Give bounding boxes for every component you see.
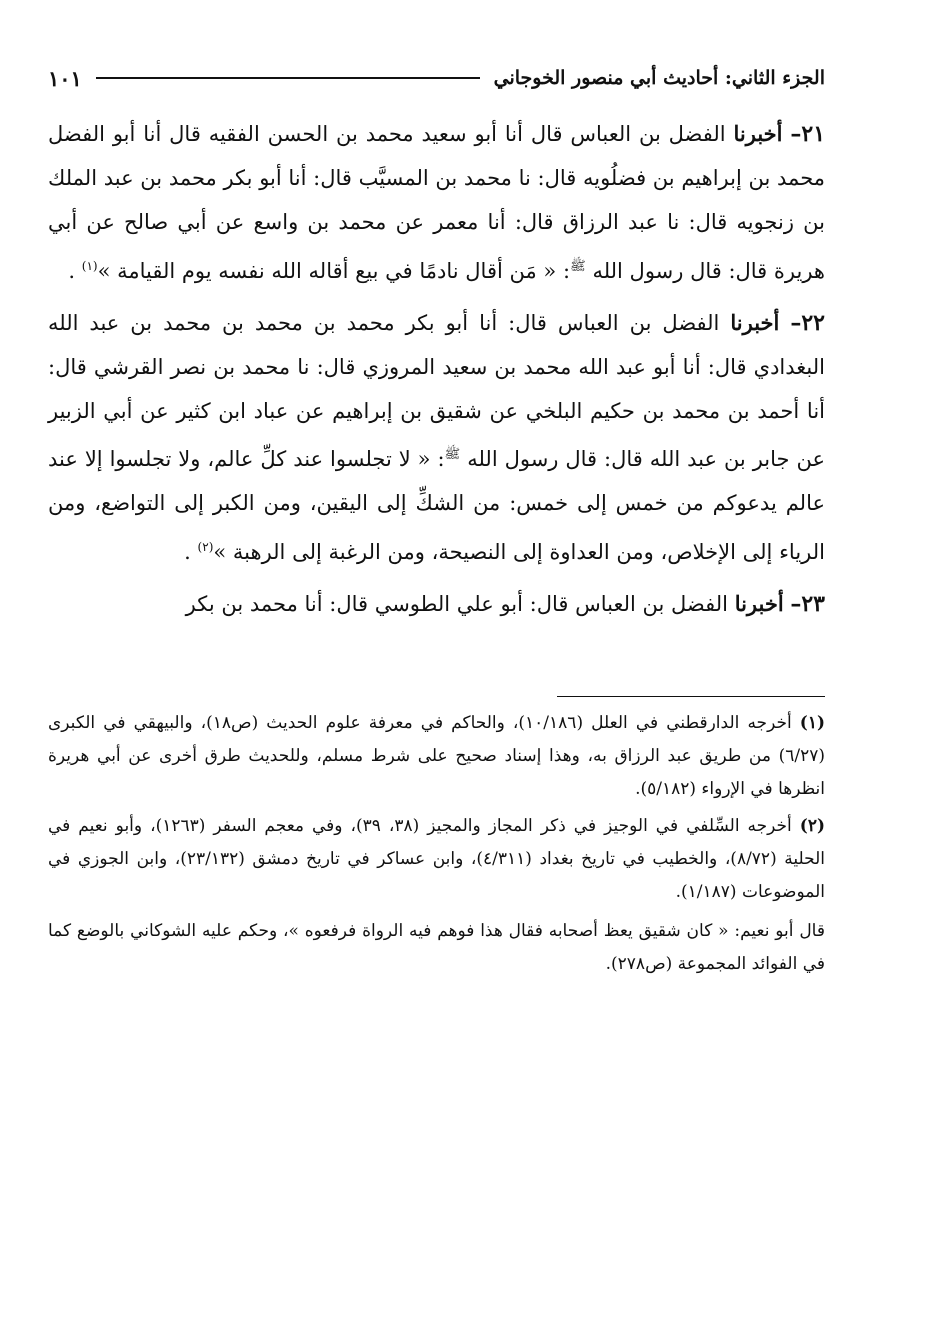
hadith-text: الفضل بن العباس قال: أنا أبو بكر محمد بن محمد بن محمد بن عبد الله البغدادي قال: أنا أبو عبد الله محمد بن سعيد المروزي قال: نا محمد بن نصر القرشي قال: أنا أحمد بن محمد بن حكيم البلخي عن شقيق بن إبراهيم عن عباد ابن كثير عن أبي الزبير عن جابر بن عبد الله قال: قال رسول الله — [48, 311, 825, 471]
hadith-quote: : « لا تجلسوا عند كلِّ عالم، ولا تجلسوا إلا عند عالم يدعوكم من خمس إلى خمس: من الشكِّ إلى اليقين، ومن الكبر إلى التواضع، ومن الرياء إلى الإخلاص، ومن العداوة إلى النصيحة، ومن الرغبة إلى الرهبة » — [48, 447, 825, 564]
hadith-text: الفضل بن العباس قال أنا أبو سعيد محمد بن الحسن الفقيه قال أنا أبو الفضل محمد بن إبراهيم بن فضلُويه قال: نا محمد بن المسيَّب قال: أنا أبو بكر محمد بن عبد الملك بن زنجويه قال: نا عبد الرزاق قال: أنا معمر عن محمد بن واسع عن أبي صالح عن أبي هريرة قال: قال رسول الله — [48, 122, 825, 283]
footnote-number: (١) — [799, 713, 826, 733]
footnote-2-continuation: قال أبو نعيم: « كان شقيق يعظ أصحابه فقال هذا فوهم فيه الرواة فرفعوه »، وحكم عليه الشوكاني بالوضع كما في الفوائد المجموعة (ص٢٧٨). — [48, 921, 825, 974]
hadith-quote: : « مَن أقال نادمًا في بيع أقاله الله نفسه يوم القيامة » — [97, 259, 571, 283]
footnote-text: أخرجه الدارقطني في العلل (١٠/١٨٦)، والحاكم في معرفة علوم الحديث (ص١٨)، والبيهقي في الكبرى (٦/٢٧) من طريق عبد الرزاق به، وهذا إسناد صحيح على شرط مسلم، وللحديث طرق أخرى عن أبي هريرة انظرها في الإرواء (٥/١٨٢). — [48, 713, 825, 799]
hadith-number: ٢٣– — [790, 591, 825, 617]
hadith-lead: أخبرنا — [730, 310, 780, 335]
page-number: ١٠١ — [48, 65, 82, 91]
hadith-text: الفضل بن العباس قال: أبو علي الطوسي قال: أنا محمد بن بكر — [185, 592, 728, 616]
hadith-21 — [48, 112, 825, 293]
running-title: الجزء الثاني: أحاديث أبي منصور الخوجاني — [493, 67, 825, 89]
sentence-end: . — [184, 540, 191, 564]
running-header — [48, 58, 825, 98]
footnote-ref: (١) — [81, 259, 98, 273]
main-text — [48, 112, 825, 626]
footnote-number: (٢) — [799, 816, 826, 836]
salutation-glyph: ﷺ — [444, 447, 461, 462]
header-rule — [96, 77, 480, 79]
hadith-lead: أخبرنا — [733, 121, 783, 146]
hadith-number: ٢١– — [790, 121, 826, 147]
footnote-text: أخرجه السِّلفي في الوجيز في ذكر المجاز والمجيز (٣٨، ٣٩)، وفي معجم السفر (١٢٦٣)، وأبو نعيم في الحلية (٨/٧٢)، والخطيب في تاريخ بغداد (٤/٣١١)، وابن عساكر في تاريخ دمشق (٢٣/١٣٢)، وابن الجوزي في الموضوعات (١/١٨٧). — [48, 816, 825, 902]
hadith-lead: أخبرنا — [734, 591, 784, 616]
salutation-glyph: ﷺ — [570, 259, 586, 274]
footnotes — [48, 707, 825, 981]
footnote-ref: (٢) — [197, 540, 214, 554]
hadith-22 — [48, 301, 825, 574]
sentence-end: . — [68, 259, 76, 283]
footnote-1 — [48, 707, 825, 806]
footnote-2 — [48, 810, 825, 909]
footnote-separator — [557, 696, 825, 697]
hadith-23 — [48, 582, 825, 626]
hadith-number: ٢٢– — [790, 310, 825, 336]
